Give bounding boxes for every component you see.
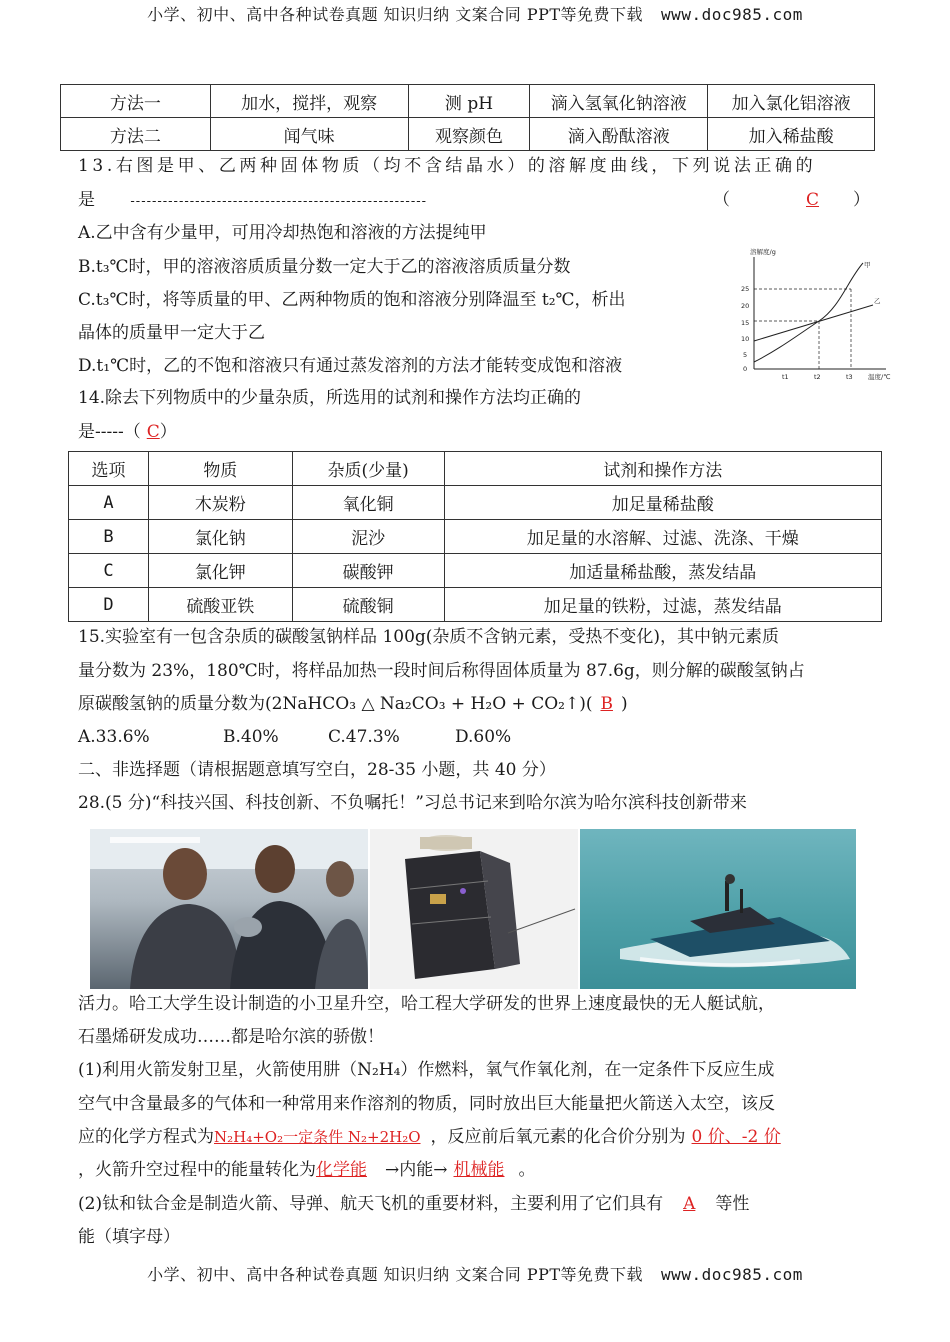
graph-label-yi: 乙 xyxy=(874,297,881,305)
purification-table-cell: 碳酸钾 xyxy=(292,554,444,588)
purification-table-cell: 加足量的水溶解、过滤、洗涤、干燥 xyxy=(444,520,881,554)
q28-part2-line-1a: (2)钛和钛合金是制造火箭、导弹、航天飞机的重要材料，主要利用了它们具有 xyxy=(78,1194,664,1214)
q28-energy-2: 机械能 xyxy=(453,1160,505,1180)
q28-part1-line-4a: ，火箭升空过程中的能量转化为 xyxy=(78,1160,316,1180)
purification-table-cell: 氯化钾 xyxy=(148,554,292,588)
graph-xtick-t1: t1 xyxy=(782,373,789,381)
section-2-heading: 二、非选择题（请根据题意填写空白，28-35 小题，共 40 分） xyxy=(78,760,556,780)
q28-part1-line-3b: ，反应前后氧元素的化合价分别为 xyxy=(430,1127,686,1147)
method-table-cell: 方法一 xyxy=(61,85,211,118)
purification-table-cell: 硫酸铜 xyxy=(292,588,444,622)
q28-part1-line-4 xyxy=(78,1159,536,1181)
q15-line-3 xyxy=(78,693,628,715)
q28-part2-line-1 xyxy=(78,1193,749,1215)
purification-table-cell: 加足量稀盐酸 xyxy=(444,486,881,520)
graph-ytick-10: 10 xyxy=(741,335,750,343)
solubility-graph xyxy=(738,245,896,385)
purification-table-cell: 加足量的铁粉，过滤，蒸发结晶 xyxy=(444,588,881,622)
purification-table-header-cell: 杂质(少量) xyxy=(292,452,444,486)
graph-xlabel: 温度/℃ xyxy=(868,373,891,381)
q13-option-a: A.乙中含有少量甲，可用冷却热饱和溶液的方法提纯甲 xyxy=(78,223,487,243)
method-table-cell: 方法二 xyxy=(61,118,211,151)
photo-inspection xyxy=(90,829,368,989)
q28-intro-3: 石墨烯研发成功……都是哈尔滨的骄傲！ xyxy=(78,1027,384,1047)
graph-guides xyxy=(754,289,851,369)
q15-line-1: 15.实验室有一包含杂质的碳酸氢钠样品 100g(杂质不含钠元素，受热不变化)，其中钠元素质 xyxy=(78,627,780,647)
q28-equation: N₂H₄+O₂一定条件 N₂+2H₂O xyxy=(214,1128,421,1146)
purification-table-cell: 木炭粉 xyxy=(148,486,292,520)
purification-table-cell: C xyxy=(69,554,149,588)
q13-stem-2 xyxy=(78,189,870,213)
q13-dashes: ------------------------------------------------------- xyxy=(130,194,427,209)
q28-part2-answer: A xyxy=(683,1194,696,1214)
page-footer xyxy=(0,1262,950,1285)
q13-open-paren: （ xyxy=(713,190,730,210)
purification-table-cell: 氯化钠 xyxy=(148,520,292,554)
q13-stem-1: 13.右图是甲、乙两种固体物质（均不含结晶水）的溶解度曲线，下列说法正确的 xyxy=(78,156,817,176)
graph-ytick-5: 5 xyxy=(743,351,748,359)
graph-ytick-25: 25 xyxy=(741,285,750,293)
purification-table-row xyxy=(69,588,882,622)
q15-close-paren: ) xyxy=(620,694,628,714)
purification-table-header-cell: 选项 xyxy=(69,452,149,486)
q14-stem-2 xyxy=(78,421,177,443)
q28-part1-line-2: 空气中含量最多的气体和一种常用来作溶剂的物质，同时放出巨大能量把火箭送入太空，该反 xyxy=(78,1094,775,1114)
q28-part1-line-4c: 。 xyxy=(518,1160,536,1180)
q28-part1-line-3a: 应的化学方程式为 xyxy=(78,1127,214,1147)
q14-close-paren: ） xyxy=(159,422,177,442)
method-table-cell: 观察颜色 xyxy=(408,118,530,151)
purification-table-cell: 硫酸亚铁 xyxy=(148,588,292,622)
purification-table-cell: A xyxy=(69,486,149,520)
q28-part1-line-4b: →内能→ xyxy=(385,1160,448,1180)
photo-unmanned-boat xyxy=(580,829,856,989)
graph-xtick-t2: t2 xyxy=(814,373,821,381)
q15-option-b: B.40% xyxy=(223,727,279,747)
q28-part2-line-1b: 等性 xyxy=(715,1194,750,1214)
purification-table-cell: D xyxy=(69,588,149,622)
footer-text: 小学、初中、高中各种试卷真题 知识归纳 文案合同 PPT等免费下载 xyxy=(147,1265,644,1284)
footer-url: www.doc985.com xyxy=(661,1265,803,1284)
q15-answer: B xyxy=(600,694,613,714)
method-table-cell: 加入氯化铝溶液 xyxy=(708,85,875,118)
page-header xyxy=(0,2,950,25)
purification-table-cell: B xyxy=(69,520,149,554)
header-text: 小学、初中、高中各种试卷真题 知识归纳 文案合同 PPT等免费下载 xyxy=(147,5,644,24)
method-table-cell: 滴入氢氧化钠溶液 xyxy=(530,85,708,118)
q13-option-b: B.t₃℃时，甲的溶液溶质质量分数一定大于乙的溶液溶质质量分数 xyxy=(78,257,571,277)
method-table-row xyxy=(61,85,875,118)
q14-answer: C xyxy=(146,422,160,442)
purification-table-header-cell: 物质 xyxy=(148,452,292,486)
method-table-cell: 测 pH xyxy=(408,85,530,118)
q15-option-a: A.33.6% xyxy=(78,727,150,747)
method-table xyxy=(60,84,875,151)
method-table-cell: 闻气味 xyxy=(210,118,408,151)
method-table-row xyxy=(61,118,875,151)
q14-stem-1: 14.除去下列物质中的少量杂质，所选用的试剂和操作方法均正确的 xyxy=(78,388,582,408)
graph-label-jia: 甲 xyxy=(864,261,871,269)
q13-close-paren: ） xyxy=(853,190,870,210)
q15-option-d: D.60% xyxy=(455,727,512,747)
graph-ytick-0: 0 xyxy=(743,365,748,373)
method-table-cell: 加水，搅拌，观察 xyxy=(210,85,408,118)
method-table-cell: 滴入酚酞溶液 xyxy=(530,118,708,151)
graph-curve-yi xyxy=(754,305,873,341)
purification-table-row xyxy=(69,486,882,520)
purification-table xyxy=(68,451,882,622)
q28-part1-line-3 xyxy=(78,1126,781,1148)
q15-option-c: C.47.3% xyxy=(328,727,400,747)
graph-ylabel: 溶解度/g xyxy=(750,248,776,256)
q13-option-c-1: C.t₃℃时，将等质量的甲、乙两种物质的饱和溶液分别降温至 t₂℃，析出 xyxy=(78,290,626,310)
method-table-cell: 加入稀盐酸 xyxy=(708,118,875,151)
header-url: www.doc985.com xyxy=(661,5,803,24)
q28-energy-1: 化学能 xyxy=(316,1160,367,1180)
graph-ytick-20: 20 xyxy=(741,302,750,310)
q15-line-3-text: 原碳酸氢钠的质量分数为(2NaHCO₃ △ Na₂CO₃ + H₂O + CO₂↑)( xyxy=(78,694,593,714)
q13-answer: C xyxy=(806,190,820,210)
q15-line-2: 量分数为 23%，180℃时，将样品加热一段时间后称得固体质量为 87.6g，则分解的碳酸氢钠占 xyxy=(78,661,805,681)
q28-part1-line-1: (1)利用火箭发射卫星，火箭使用肼（N₂H₄）作燃料，氧气作氧化剂，在一定条件下反应生成 xyxy=(78,1060,775,1080)
q14-stem-2-text: 是-----（ xyxy=(78,422,141,442)
graph-ytick-15: 15 xyxy=(741,319,750,327)
q28-intro-1: 28.(5 分)“科技兴国、科技创新、不负嘱托！”习总书记来到哈尔滨为哈尔滨科技创新带来 xyxy=(78,793,747,813)
q13-option-c-2: 晶体的质量甲一定大于乙 xyxy=(78,323,265,343)
purification-table-cell: 泥沙 xyxy=(292,520,444,554)
q28-intro-2: 活力。哈工大学生设计制造的小卫星升空，哈工程大学研发的世界上速度最快的无人艇试航， xyxy=(78,994,775,1014)
purification-table-cell: 氧化铜 xyxy=(292,486,444,520)
purification-table-header-cell: 试剂和操作方法 xyxy=(444,452,881,486)
purification-table-row xyxy=(69,554,882,588)
purification-table-cell: 加适量稀盐酸，蒸发结晶 xyxy=(444,554,881,588)
purification-table-header xyxy=(69,452,882,486)
q28-valence: 0 价、-2 价 xyxy=(691,1127,781,1147)
graph-xtick-t3: t3 xyxy=(846,373,853,381)
q13-stem-2-text: 是 xyxy=(78,190,95,210)
q13-option-d: D.t₁℃时，乙的不饱和溶液只有通过蒸发溶剂的方法才能转变成饱和溶液 xyxy=(78,356,623,376)
purification-table-row xyxy=(69,520,882,554)
q28-part2-line-2: 能（填字母） xyxy=(78,1227,180,1247)
photo-satellite xyxy=(370,829,578,989)
